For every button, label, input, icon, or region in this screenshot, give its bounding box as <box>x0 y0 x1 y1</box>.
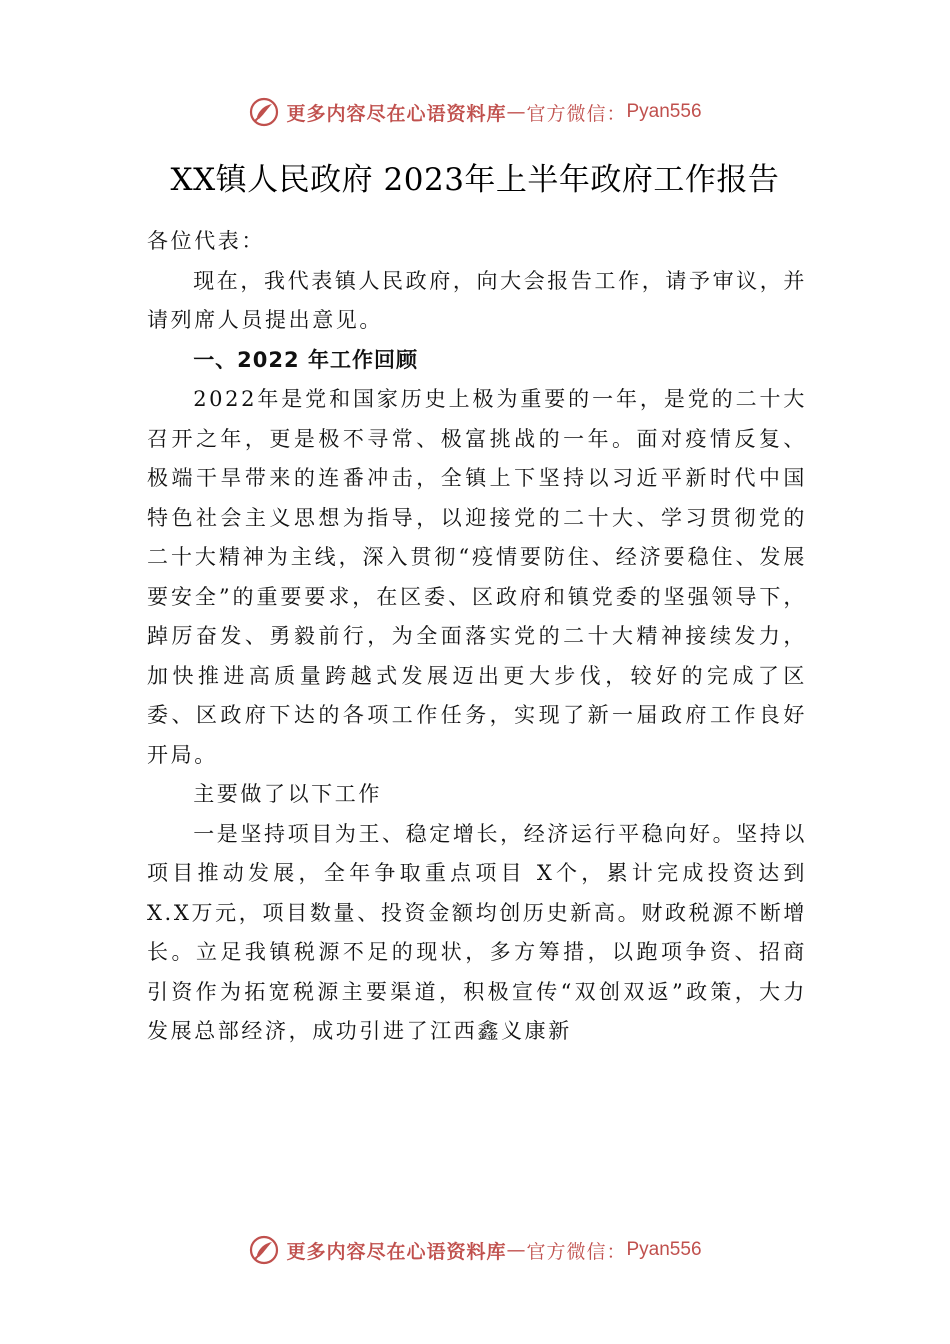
wechat-label: 官方微信： <box>526 1240 627 1263</box>
wechat-handle: Pyan556 <box>626 101 702 122</box>
document-title: XX镇人民政府 2023年上半年政府工作报告 <box>170 162 780 198</box>
wechat-label: 官方微信： <box>526 102 627 125</box>
intro-paragraph: 现在，我代表镇人民政府，向大会报告工作，请予审议，并请列席人员提出意见。 <box>147 268 807 332</box>
review-paragraph: 2022年是党和国家历史上极为重要的一年，是党的二十大召开之年，更是极不寻常、极富挑战的一年。面对疫情反复、极端干旱带来的连番冲击，全镇上下坚持以习近平新时代中国特色社会主义思想为指导，以迎接党的二十大、学习贯彻党的二十大精神为主线，深入贯彻“疫情要防住、经济要稳住、发展要安全”的重要要求，在区委、区政府和镇党委的坚强领导下，踔厉奋发、勇毅前行，为全面落实党的二十大精神接续发力，加快推进高质量跨越式发展迈出更大步伐，较好的完成了区委、区政府下达的各项工作任务，实现了新一届政府工作良好开局。 <box>147 387 807 767</box>
footer-watermark-banner <box>0 1234 950 1266</box>
logo-icon <box>248 96 280 128</box>
wechat-handle: Pyan556 <box>626 1239 702 1260</box>
logo-icon <box>248 1234 280 1266</box>
banner-separator: — <box>506 1239 527 1261</box>
section-heading: 一、2022 年工作回顾 <box>193 347 418 372</box>
header-watermark-banner <box>0 96 950 128</box>
salutation: 各位代表： <box>147 229 265 253</box>
subheading: 主要做了以下工作 <box>193 782 382 806</box>
document-body <box>147 222 807 1052</box>
brand-text: 更多内容尽在心语资料库 <box>286 102 507 125</box>
point-one-paragraph: 一是坚持项目为王、稳定增长，经济运行平稳向好。坚持以项目推动发展，全年争取重点项目 X个，累计完成投资达到 X.X万元，项目数量、投资金额均创历史新高。财政税源不断增长。立足我镇税源不足的现状，多方筹措，以跑项争资、招商引资作为拓宽税源主要渠道，积极宣传“双创双返”政策，大力发展总部经济，成功引进了江西鑫义康新 <box>147 821 807 1043</box>
banner-separator: — <box>506 101 527 123</box>
brand-text: 更多内容尽在心语资料库 <box>286 1240 507 1263</box>
